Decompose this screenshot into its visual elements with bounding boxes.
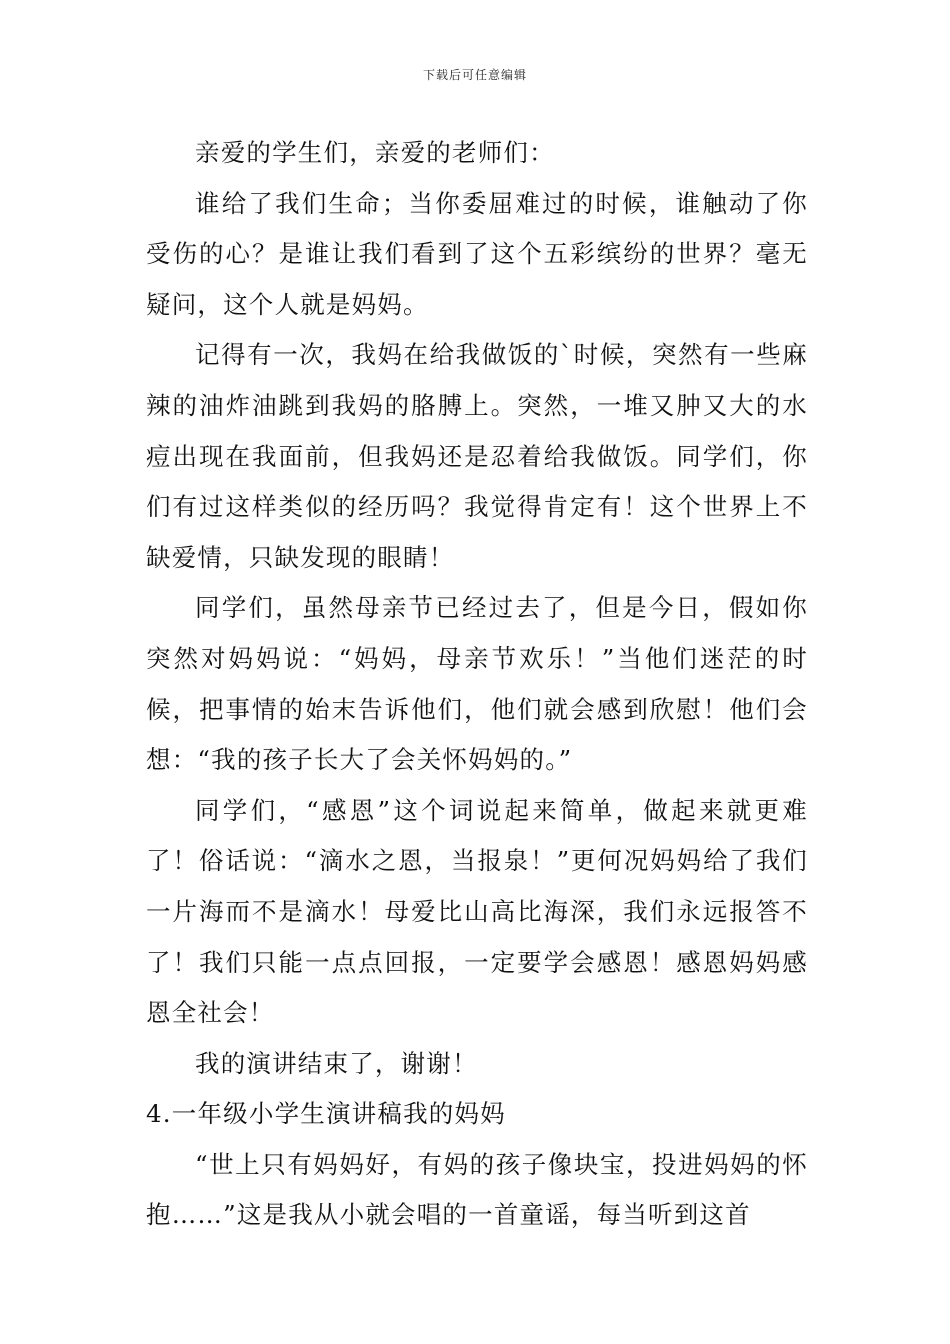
paragraph-closing: 我的演讲结束了，谢谢！: [195, 1048, 478, 1078]
document-body: [146, 128, 808, 1241]
paragraph-mothers-day: 同学们，虽然母亲节已经过去了，但是今日，假如你突然对妈妈说：“妈妈，母亲节欢乐！”当他们迷茫的时候，把事情的始末告诉他们，他们就会感到欣慰！他们会想：“我的孩子长大了会关怀妈妈的。”: [146, 593, 808, 775]
paragraph-story: 记得有一次，我妈在给我做饭的`时候，突然有一些麻辣的油炸油跳到我妈的胳膊上。突然，一堆又肿又大的水痘出现在我面前，但我妈还是忍着给我做饭。同学们，你们有过这样类似的经历吗？我觉得肯定有！这个世界上不缺爱情，只缺发现的眼睛！: [146, 340, 808, 572]
paragraph-gratitude: 同学们，“感恩”这个词说起来简单，做起来就更难了！俗话说：“滴水之恩，当报泉！”更何况妈妈给了我们一片海而不是滴水！母爱比山高比海深，我们永远报答不了！我们只能一点点回报，一定要学会感恩！感恩妈妈感恩全社会！: [146, 795, 808, 1028]
paragraph-intro: 谁给了我们生命；当你委屈难过的时候，谁触动了你受伤的心？是谁让我们看到了这个五彩缤纷的世界？毫无疑问，这个人就是妈妈。: [146, 188, 808, 319]
page-header-note: 下载后可任意编辑: [422, 68, 527, 82]
paragraph-greeting: 亲爱的学生们，亲爱的老师们：: [195, 138, 555, 167]
paragraph-next-speech: “世上只有妈妈好，有妈的孩子像块宝，投进妈妈的怀抱……”这是我从小就会唱的一首童谣，每当听到这首: [146, 1149, 808, 1230]
section-heading: 4.一年级小学生演讲稿我的妈妈: [146, 1099, 506, 1129]
